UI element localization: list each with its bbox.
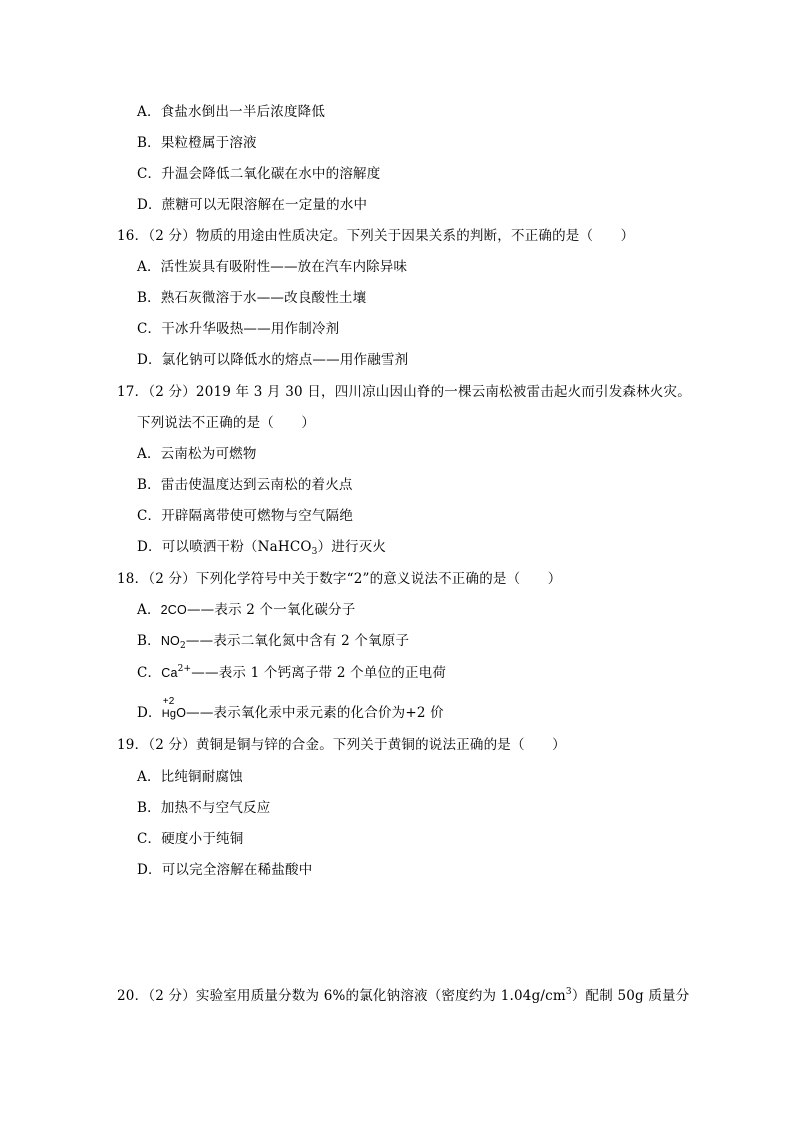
q18-option-d-formula-tail: O	[176, 706, 187, 720]
q18-option-d-element	[161, 696, 177, 723]
q19-option-d: D．可以完全溶解在稀盐酸中	[137, 862, 313, 878]
q18-option-c-label: C．	[137, 665, 162, 681]
q17-option-d-prefix: D．可以喷洒干粉（NaHCO	[137, 539, 312, 555]
q18-option-d	[137, 696, 444, 723]
q17-option-b: B．雷击使温度达到云南松的着火点	[137, 477, 353, 493]
q19-option-b: B．加热不与空气反应	[137, 800, 271, 816]
q18-option-d-label: D．	[137, 705, 162, 721]
q18-option-a-label: A．	[137, 602, 161, 618]
q20-stem	[117, 987, 689, 1005]
q18-option-c	[137, 664, 446, 682]
q18-option-c-formula: Ca	[161, 666, 178, 680]
q18-option-b	[137, 632, 409, 650]
q15-option-a: A．食盐水倒出一半后浓度降低	[137, 104, 326, 120]
q20-stem-suffix: ）配制 50g 质量分	[571, 988, 690, 1004]
q18-option-b-subscript: 2	[179, 641, 186, 651]
q17-stem-line1: 17．（2 分）2019 年 3 月 30 日，四川凉山因山脊的一棵云南松被雷击起火而引发森林火灾。	[117, 384, 691, 400]
q18-stem: 18．（2 分）下列化学符号中关于数字“2”的意义说法不正确的是（ ）	[117, 571, 562, 587]
q20-stem-superscript: 3	[565, 987, 572, 997]
q17-option-d-subscript: 3	[311, 547, 318, 557]
q17-option-a: A．云南松为可燃物	[137, 446, 257, 462]
q16-stem: 16．（2 分）物质的用途由性质决定。下列关于因果关系的判断，不正确的是（ ）	[117, 228, 635, 244]
q17-option-c: C．开辟隔离带使可燃物与空气隔绝	[137, 508, 354, 524]
q18-option-b-label: B．	[137, 633, 161, 649]
q15-option-c: C．升温会降低二氧化碳在水中的溶解度	[137, 166, 381, 182]
q19-option-a: A．比纯铜耐腐蚀	[137, 769, 243, 785]
q18-option-b-formula: NO	[160, 634, 180, 648]
q15-option-d: D．蔗糖可以无限溶解在一定量的水中	[137, 197, 368, 213]
q17-option-d-suffix: ）进行灭火	[317, 539, 387, 555]
q20-stem-prefix: 20．（2 分）实验室用质量分数为 6%的氯化钠溶液（密度约为 1.04g/cm	[117, 988, 566, 1004]
q17-stem-line2: 下列说法不正确的是（ ）	[137, 415, 316, 431]
q15-option-b: B．果粒橙属于溶液	[137, 135, 257, 151]
q16-option-c: C．干冰升华吸热——用作制冷剂	[137, 321, 340, 337]
q18-option-d-text: ——表示氧化汞中汞元素的化合价为+2 价	[186, 705, 444, 721]
q19-stem: 19．（2 分）黄铜是铜与锌的合金。下列关于黄铜的说法正确的是（ ）	[117, 737, 566, 753]
q19-option-c: C．硬度小于纯铜	[137, 831, 244, 847]
q16-option-b: B．熟石灰微溶于水——改良酸性土壤	[137, 290, 367, 306]
q18-option-a-text: ——表示 2 个一氧化碳分子	[186, 602, 356, 618]
q18-option-d-element-symbol: Hg	[161, 708, 177, 720]
q18-option-c-superscript: 2+	[177, 664, 192, 674]
q17-option-d	[137, 538, 386, 556]
q18-option-a	[137, 601, 355, 619]
q18-option-d-valence: +2	[162, 696, 175, 707]
q16-option-d: D．氯化钠可以降低水的熔点——用作融雪剂	[137, 352, 409, 368]
q18-option-c-text: ——表示 1 个钙离子带 2 个单位的正电荷	[191, 665, 447, 681]
q18-option-b-text: ——表示二氧化氮中含有 2 个氧原子	[185, 633, 410, 649]
q18-option-a-formula: 2CO	[160, 603, 187, 617]
q16-option-a: A．活性炭具有吸附性——放在汽车内除异味	[137, 259, 408, 275]
